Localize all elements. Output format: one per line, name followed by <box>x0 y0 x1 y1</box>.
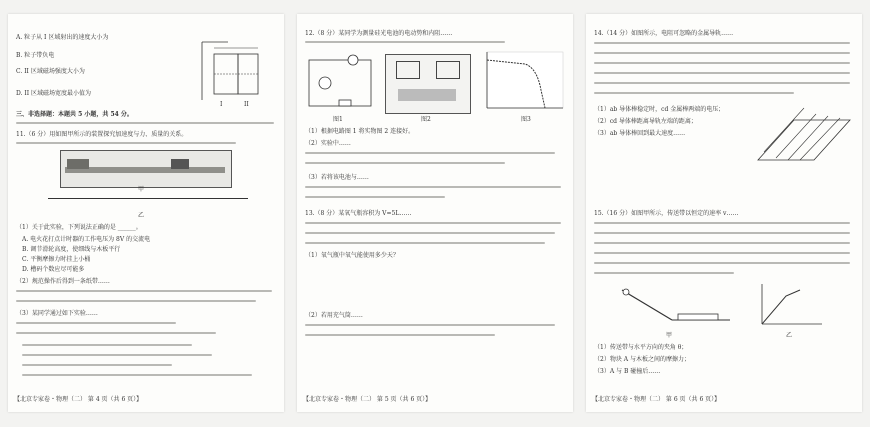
iv-curve-graph <box>479 50 567 116</box>
option-b: B. 粒子带负电 <box>16 52 55 59</box>
option-c: C. II 区域磁场强度大小为 <box>16 68 85 75</box>
figure-label-1: 图1 <box>333 116 343 123</box>
q11-item-d: D. 槽码个数应尽可能多 <box>22 266 85 273</box>
figure-label-2: 图2 <box>421 116 431 123</box>
rails-figure <box>754 100 854 172</box>
question-14: 14.（14 分）如图所示，电阻可忽略的金属导轨…… <box>594 30 734 37</box>
figure-label-yi: 乙 <box>786 332 793 339</box>
circuit-diagram <box>305 54 379 114</box>
question-11: 11.（6 分）用如图甲所示的装置探究加速度与力、质量的关系。 <box>16 131 188 138</box>
q14-sub-3: （3）ab 导体棒回到最大速度…… <box>594 130 686 137</box>
page-footer: 【北京专家卷・物理（二） 第 6 页（共 6 页）】 <box>592 396 721 403</box>
exam-page-6 <box>586 14 862 412</box>
figure-label-jia: 甲 <box>666 332 673 339</box>
q12-sub-1: （1）根据电路图 1 将实物图 2 连接好。 <box>305 128 415 135</box>
q15-sub-1: （1）传送带与水平方向的夹角 θ； <box>594 344 688 351</box>
figure-label-yi: 乙 <box>138 212 145 219</box>
q11-sub-1: （1）关于此实验，下列说法正确的是 ______。 <box>16 224 142 231</box>
q15-sub-3: （3）A 与 B 碰撞后…… <box>594 368 661 375</box>
conveyor-figure <box>616 284 736 330</box>
figure-label-jia: 甲 <box>138 186 145 193</box>
question-12: 12.（8 分）某同学为测量硅光电池的电动势和内阻…… <box>305 30 453 37</box>
velocity-time-graph <box>756 282 826 330</box>
q13-sub-1: （1）氧气瓶中氧气能使用多少天？ <box>305 252 399 259</box>
q14-sub-2: （2）cd 导体棒距离导轨左端的距离； <box>594 118 697 125</box>
question-15: 15.（16 分）如图甲所示，传送带以恒定的速率 v…… <box>594 210 739 217</box>
q11-item-a: A. 电火花打点计时器的工作电压为 8V 的交流电 <box>22 236 151 243</box>
q11-sub-3: （3）某同学通过如下实验…… <box>16 310 98 317</box>
exam-page-5 <box>297 14 573 412</box>
figure-label-3: 图3 <box>521 116 531 123</box>
apparatus-figure <box>60 150 232 188</box>
meters-figure <box>385 54 471 114</box>
svg-text:I: I <box>220 101 223 108</box>
q11-item-c: C. 平衡摩擦力时挂上小桶 <box>22 256 91 263</box>
q13-sub-2: （2）若用充气筒…… <box>305 312 363 319</box>
option-d: D. II 区域磁场宽度最小值为 <box>16 90 92 97</box>
magnetic-field-figure <box>194 30 276 110</box>
q12-sub-3: （3）若将该电池与…… <box>305 174 369 181</box>
question-13: 13.（8 分）某氧气瓶容积为 V=5L…… <box>305 210 412 217</box>
exam-page-4 <box>8 14 284 412</box>
page-footer: 【北京专家卷・物理（二） 第 4 页（共 6 页）】 <box>14 396 143 403</box>
q12-sub-2: （2）实验中…… <box>305 140 351 147</box>
svg-text:II: II <box>244 101 249 108</box>
page-footer: 【北京专家卷・物理（二） 第 5 页（共 6 页）】 <box>303 396 432 403</box>
section-heading: 三、非选择题：本题共 5 小题，共 54 分。 <box>16 111 133 118</box>
q14-sub-1: （1）ab 导体棒稳定时，cd 金属棒两端的电压； <box>594 106 725 113</box>
q11-sub-2: （2）规范操作后得到一条纸带…… <box>16 278 110 285</box>
q15-sub-2: （2）物块 A 与木板之间的摩擦力； <box>594 356 690 363</box>
option-a: A. 粒子从 I 区域射出的速度大小为 <box>16 34 109 41</box>
q11-item-b: B. 调节滑轮高度，使细线与木板平行 <box>22 246 121 253</box>
tape-ruler <box>48 198 248 211</box>
